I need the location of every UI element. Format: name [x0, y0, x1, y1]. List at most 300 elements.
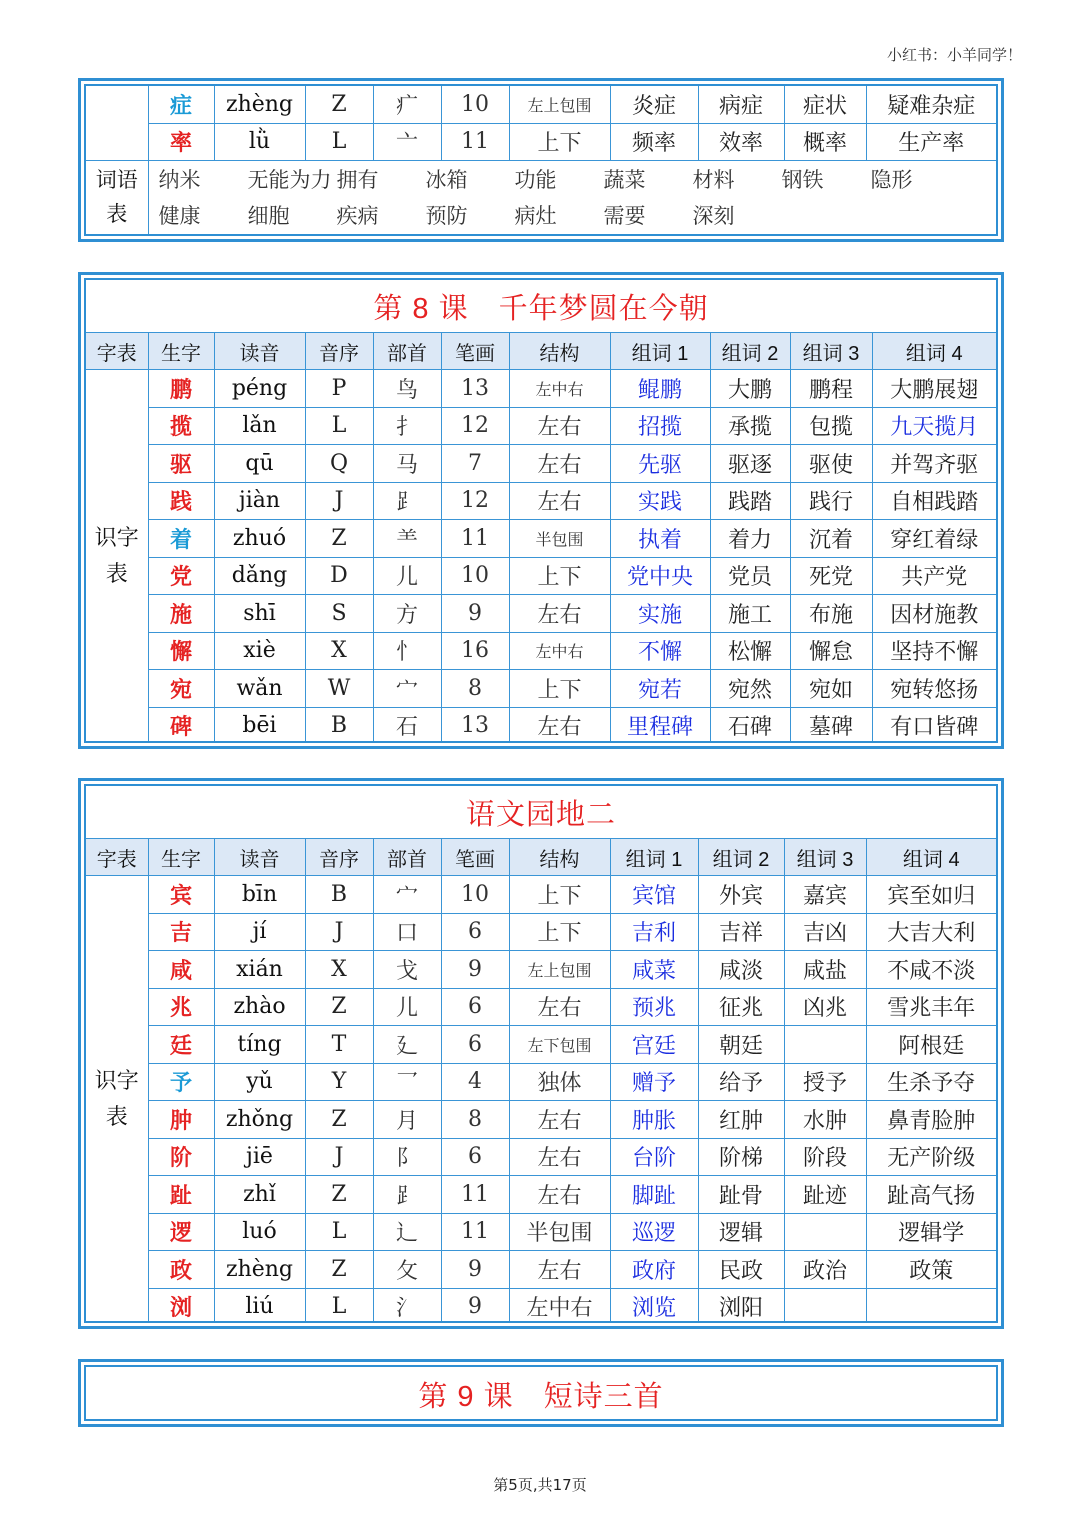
radical: 氵 — [373, 1288, 441, 1323]
word-2: 石碑 — [710, 707, 790, 743]
word-2: 践踏 — [710, 482, 790, 520]
character: 宛 — [148, 670, 214, 708]
vocab-word: 疾病 — [336, 204, 379, 228]
pinyin: zhuó — [214, 520, 305, 558]
word-2: 趾骨 — [698, 1176, 784, 1214]
pinyin: qū — [214, 445, 305, 483]
table-row — [86, 1101, 996, 1139]
initial-letter: D — [305, 557, 373, 595]
stroke-count: 8 — [441, 670, 509, 708]
vocab-word: 细胞 — [247, 204, 290, 228]
word-4: 雪兆丰年 — [866, 988, 996, 1026]
side-empty — [86, 86, 148, 161]
radical: 忄 — [373, 632, 441, 670]
character: 阶 — [148, 1138, 214, 1176]
radical: 方 — [373, 595, 441, 633]
structure: 左上包围 — [509, 86, 610, 123]
word-4: 阿根廷 — [866, 1026, 996, 1064]
word-1: 预兆 — [610, 988, 698, 1026]
column-header: 读音 — [214, 839, 305, 876]
word-1: 浏览 — [610, 1288, 698, 1323]
stroke-count: 11 — [441, 1213, 509, 1251]
pinyin: luó — [214, 1213, 305, 1251]
stroke-count: 10 — [441, 876, 509, 914]
radical: 亠 — [373, 123, 441, 161]
radical: 儿 — [373, 557, 441, 595]
word-4: 大吉大利 — [866, 913, 996, 951]
word-2: 施工 — [710, 595, 790, 633]
word-2: 浏阳 — [698, 1288, 784, 1323]
character: 政 — [148, 1251, 214, 1289]
word-2: 吉祥 — [698, 913, 784, 951]
word-4: 共产党 — [872, 557, 996, 595]
word-1: 宾馆 — [610, 876, 698, 914]
word-4: 因材施教 — [872, 595, 996, 633]
character: 肿 — [148, 1101, 214, 1139]
column-header: 结构 — [509, 839, 610, 876]
initial-letter: Y — [305, 1063, 373, 1101]
stroke-count: 12 — [441, 482, 509, 520]
stroke-count: 9 — [441, 595, 509, 633]
vocab-word: 隐形 — [870, 168, 913, 192]
initial-letter: Z — [305, 1251, 373, 1289]
word-3: 趾迹 — [784, 1176, 866, 1214]
table-row — [86, 988, 996, 1026]
word-3: 水肿 — [784, 1101, 866, 1139]
column-header: 组词 4 — [872, 333, 996, 370]
pinyin: bēi — [214, 707, 305, 743]
column-header: 组词 3 — [790, 333, 872, 370]
pinyin: jí — [214, 913, 305, 951]
column-header: 字表 — [86, 333, 148, 370]
lesson-9-table — [86, 1367, 996, 1421]
word-4: 有口皆碑 — [872, 707, 996, 743]
garden-2-box — [78, 778, 1004, 1329]
word-2: 宛然 — [710, 670, 790, 708]
pinyin: zhèng — [214, 1251, 305, 1289]
stroke-count: 6 — [441, 988, 509, 1026]
stroke-count: 6 — [441, 1026, 509, 1064]
word-2: 效率 — [698, 123, 784, 161]
radical: 儿 — [373, 988, 441, 1026]
side-label: 识字表 — [86, 876, 148, 1324]
column-header: 字表 — [86, 839, 148, 876]
column-header: 部首 — [373, 839, 441, 876]
column-header: 组词 1 — [610, 839, 698, 876]
pinyin: péng — [214, 370, 305, 408]
structure: 左上包围 — [509, 951, 610, 989]
character: 症 — [148, 86, 214, 123]
column-header: 音序 — [305, 333, 373, 370]
initial-letter: J — [305, 913, 373, 951]
table-row — [86, 1213, 996, 1251]
structure: 左右 — [509, 445, 610, 483]
table-row — [86, 1063, 996, 1101]
word-3: 政治 — [784, 1251, 866, 1289]
pinyin: lǜ — [214, 123, 305, 161]
initial-letter: Z — [305, 988, 373, 1026]
pinyin: xiè — [214, 632, 305, 670]
table-row — [86, 520, 996, 558]
radical: 石 — [373, 707, 441, 743]
stroke-count: 6 — [441, 913, 509, 951]
radical: 阝 — [373, 1138, 441, 1176]
word-3: 宛如 — [790, 670, 872, 708]
table-row — [86, 1176, 996, 1214]
word-4: 自相践踏 — [872, 482, 996, 520]
initial-letter: J — [305, 482, 373, 520]
word-3: 鹏程 — [790, 370, 872, 408]
word-3: 包揽 — [790, 407, 872, 445]
vocab-word: 深刻 — [692, 204, 735, 228]
word-2: 给予 — [698, 1063, 784, 1101]
column-header: 生字 — [148, 839, 214, 876]
word-1: 党中央 — [610, 557, 710, 595]
stroke-count: 9 — [441, 1288, 509, 1323]
word-3: 咸盐 — [784, 951, 866, 989]
structure: 上下 — [509, 123, 610, 161]
word-1: 宛若 — [610, 670, 710, 708]
character: 宾 — [148, 876, 214, 914]
stroke-count: 11 — [441, 1176, 509, 1214]
initial-letter: L — [305, 407, 373, 445]
word-1: 赠予 — [610, 1063, 698, 1101]
radical: 宀 — [373, 876, 441, 914]
stroke-count: 9 — [441, 1251, 509, 1289]
radical: 廴 — [373, 1026, 441, 1064]
word-4: 穿红着绿 — [872, 520, 996, 558]
word-3: 吉凶 — [784, 913, 866, 951]
structure: 左右 — [509, 407, 610, 445]
pinyin: dǎng — [214, 557, 305, 595]
word-4: 并驾齐驱 — [872, 445, 996, 483]
word-2: 承揽 — [710, 407, 790, 445]
radical: 宀 — [373, 670, 441, 708]
word-1: 台阶 — [610, 1138, 698, 1176]
column-header: 笔画 — [441, 839, 509, 876]
word-1: 实施 — [610, 595, 710, 633]
character: 懈 — [148, 632, 214, 670]
watermark-text: 小红书：小羊同学！ — [886, 46, 1022, 64]
word-3: 懈怠 — [790, 632, 872, 670]
garden-2-table — [86, 786, 996, 1323]
word-1: 炎症 — [610, 86, 698, 123]
table-row — [86, 1138, 996, 1176]
garden-2-title: 语文园地二 — [86, 786, 996, 839]
structure: 左右 — [509, 1101, 610, 1139]
lesson-8-box — [78, 272, 1004, 749]
radical: 马 — [373, 445, 441, 483]
vocab-word: 需要 — [603, 204, 646, 228]
structure: 左右 — [509, 1251, 610, 1289]
word-4: 不咸不淡 — [866, 951, 996, 989]
stroke-count: 11 — [441, 520, 509, 558]
vocab-label: 词语表 — [86, 161, 148, 236]
column-header: 生字 — [148, 333, 214, 370]
pinyin: wǎn — [214, 670, 305, 708]
radical: 月 — [373, 1101, 441, 1139]
word-3: 践行 — [790, 482, 872, 520]
word-4: 生产率 — [866, 123, 996, 161]
vocab-word: 纳米 — [158, 168, 201, 192]
pinyin: lǎn — [214, 407, 305, 445]
table-row — [86, 632, 996, 670]
vocab-word: 功能 — [514, 168, 557, 192]
character: 施 — [148, 595, 214, 633]
table-row — [86, 123, 996, 161]
word-4: 趾高气扬 — [866, 1176, 996, 1214]
word-4: 坚持不懈 — [872, 632, 996, 670]
word-3: 布施 — [790, 595, 872, 633]
structure: 左下包围 — [509, 1026, 610, 1064]
initial-letter: L — [305, 123, 373, 161]
table-row — [86, 951, 996, 989]
radical: ⻊ — [373, 482, 441, 520]
word-1: 吉利 — [610, 913, 698, 951]
table-row — [86, 370, 996, 408]
pinyin: zhǐ — [214, 1176, 305, 1214]
word-1: 宫廷 — [610, 1026, 698, 1064]
word-2: 松懈 — [710, 632, 790, 670]
vocab-word: 预防 — [425, 204, 468, 228]
character: 着 — [148, 520, 214, 558]
character: 逻 — [148, 1213, 214, 1251]
vocab-word: 病灶 — [514, 204, 557, 228]
table-row — [86, 670, 996, 708]
table-row — [86, 445, 996, 483]
word-2: 咸淡 — [698, 951, 784, 989]
table-row — [86, 1026, 996, 1064]
character: 揽 — [148, 407, 214, 445]
initial-letter: Q — [305, 445, 373, 483]
word-4 — [866, 1288, 996, 1323]
word-4: 鼻青脸肿 — [866, 1101, 996, 1139]
pinyin: liú — [214, 1288, 305, 1323]
stroke-count: 6 — [441, 1138, 509, 1176]
word-4: 疑难杂症 — [866, 86, 996, 123]
lesson-8-table — [86, 280, 996, 743]
structure: 上下 — [509, 876, 610, 914]
lesson-8-title: 第 8 课 千年梦圆在今朝 — [86, 280, 996, 333]
character: 践 — [148, 482, 214, 520]
structure: 左右 — [509, 707, 610, 743]
word-3: 嘉宾 — [784, 876, 866, 914]
initial-letter: B — [305, 876, 373, 914]
initial-letter: T — [305, 1026, 373, 1064]
word-2: 大鹏 — [710, 370, 790, 408]
character: 党 — [148, 557, 214, 595]
stroke-count: 11 — [441, 123, 509, 161]
table-row — [86, 876, 996, 914]
initial-letter: P — [305, 370, 373, 408]
table-row — [86, 557, 996, 595]
word-3: 死党 — [790, 557, 872, 595]
structure: 左右 — [509, 1176, 610, 1214]
vocab-word: 钢铁 — [781, 168, 824, 192]
character: 咸 — [148, 951, 214, 989]
word-3 — [784, 1026, 866, 1064]
word-3: 凶兆 — [784, 988, 866, 1026]
structure: 上下 — [509, 557, 610, 595]
character: 予 — [148, 1063, 214, 1101]
table-row — [86, 707, 996, 743]
word-4: 政策 — [866, 1251, 996, 1289]
word-1: 脚趾 — [610, 1176, 698, 1214]
word-1: 鲲鹏 — [610, 370, 710, 408]
word-3: 概率 — [784, 123, 866, 161]
character: 廷 — [148, 1026, 214, 1064]
vocab-row — [86, 161, 996, 236]
table-row — [86, 86, 996, 123]
lesson-7-continuation — [78, 78, 1004, 242]
vocab-line — [159, 162, 997, 198]
word-1: 咸菜 — [610, 951, 698, 989]
structure: 独体 — [509, 1063, 610, 1101]
pinyin: jiàn — [214, 482, 305, 520]
stroke-count: 9 — [441, 951, 509, 989]
word-2: 党员 — [710, 557, 790, 595]
structure: 左右 — [509, 1138, 610, 1176]
word-3: 墓碑 — [790, 707, 872, 743]
table-row — [86, 1251, 996, 1289]
character: 驱 — [148, 445, 214, 483]
initial-letter: Z — [305, 520, 373, 558]
character: 浏 — [148, 1288, 214, 1323]
stroke-count: 12 — [441, 407, 509, 445]
initial-letter: Z — [305, 1176, 373, 1214]
structure: 左右 — [509, 482, 610, 520]
initial-letter: X — [305, 951, 373, 989]
word-2: 民政 — [698, 1251, 784, 1289]
radical: 戈 — [373, 951, 441, 989]
character: 碑 — [148, 707, 214, 743]
vocab-word: 材料 — [692, 168, 735, 192]
character: 吉 — [148, 913, 214, 951]
pinyin: zhào — [214, 988, 305, 1026]
stroke-count: 13 — [441, 370, 509, 408]
column-header: 音序 — [305, 839, 373, 876]
vocab-word: 蔬菜 — [603, 168, 646, 192]
word-2: 朝廷 — [698, 1026, 784, 1064]
character: 鹏 — [148, 370, 214, 408]
pinyin: zhǒng — [214, 1101, 305, 1139]
table-row — [86, 1288, 996, 1323]
column-header: 部首 — [373, 333, 441, 370]
lesson-9-title: 第 9 课 短诗三首 — [418, 1380, 664, 1413]
word-1: 先驱 — [610, 445, 710, 483]
lesson-9-box — [78, 1359, 1004, 1427]
stroke-count: 10 — [441, 557, 509, 595]
word-3: 症状 — [784, 86, 866, 123]
word-4: 逻辑学 — [866, 1213, 996, 1251]
structure: 上下 — [509, 913, 610, 951]
word-1: 实践 — [610, 482, 710, 520]
word-3: 阶段 — [784, 1138, 866, 1176]
structure: 左右 — [509, 988, 610, 1026]
table-row — [86, 407, 996, 445]
stroke-count: 16 — [441, 632, 509, 670]
table-row — [86, 595, 996, 633]
column-header: 组词 1 — [610, 333, 710, 370]
word-4: 宛转悠扬 — [872, 670, 996, 708]
pinyin: jiē — [214, 1138, 305, 1176]
vocab-line — [159, 198, 997, 234]
table-row — [86, 913, 996, 951]
character: 趾 — [148, 1176, 214, 1214]
initial-letter: X — [305, 632, 373, 670]
radical: 扌 — [373, 407, 441, 445]
word-1: 肿胀 — [610, 1101, 698, 1139]
word-4: 九天揽月 — [872, 407, 996, 445]
word-4: 宾至如归 — [866, 876, 996, 914]
character: 率 — [148, 123, 214, 161]
word-2: 征兆 — [698, 988, 784, 1026]
structure: 左右 — [509, 595, 610, 633]
vocab-word: 健康 — [158, 204, 201, 228]
word-1: 执着 — [610, 520, 710, 558]
word-4: 无产阶级 — [866, 1138, 996, 1176]
word-1: 巡逻 — [610, 1213, 698, 1251]
initial-letter: L — [305, 1288, 373, 1323]
stroke-count: 13 — [441, 707, 509, 743]
structure: 上下 — [509, 670, 610, 708]
word-1: 招揽 — [610, 407, 710, 445]
word-2: 病症 — [698, 86, 784, 123]
stroke-count: 4 — [441, 1063, 509, 1101]
word-3: 沉着 — [790, 520, 872, 558]
word-3: 授予 — [784, 1063, 866, 1101]
word-2: 红肿 — [698, 1101, 784, 1139]
radical: ⻊ — [373, 1176, 441, 1214]
column-header: 读音 — [214, 333, 305, 370]
vocab-word: 冰箱 — [425, 168, 468, 192]
column-header: 结构 — [509, 333, 610, 370]
word-3 — [784, 1288, 866, 1323]
initial-letter: Z — [305, 86, 373, 123]
column-header: 组词 2 — [698, 839, 784, 876]
structure: 左中右 — [509, 370, 610, 408]
stroke-count: 7 — [441, 445, 509, 483]
word-3: 驱使 — [790, 445, 872, 483]
side-label: 识字表 — [86, 370, 148, 744]
structure: 半包围 — [509, 1213, 610, 1251]
page-number: 第5页,共17页 — [493, 1476, 587, 1494]
pinyin: yǔ — [214, 1063, 305, 1101]
word-1: 里程碑 — [610, 707, 710, 743]
radical: 攵 — [373, 1251, 441, 1289]
vocab-word: 拥有 — [336, 168, 379, 192]
radical: 乛 — [373, 1063, 441, 1101]
character: 兆 — [148, 988, 214, 1026]
pinyin: xián — [214, 951, 305, 989]
word-2: 外宾 — [698, 876, 784, 914]
structure: 左中右 — [509, 1288, 610, 1323]
word-4: 生杀予夺 — [866, 1063, 996, 1101]
word-2: 驱逐 — [710, 445, 790, 483]
word-4: 大鹏展翅 — [872, 370, 996, 408]
column-header: 组词 2 — [710, 333, 790, 370]
structure: 半包围 — [509, 520, 610, 558]
vocab-word: 无能为力 — [247, 168, 332, 192]
pinyin: zhèng — [214, 86, 305, 123]
word-2: 阶梯 — [698, 1138, 784, 1176]
column-header: 组词 4 — [866, 839, 996, 876]
initial-letter: B — [305, 707, 373, 743]
pinyin: tíng — [214, 1026, 305, 1064]
table-row — [86, 482, 996, 520]
column-header: 组词 3 — [784, 839, 866, 876]
word-1: 政府 — [610, 1251, 698, 1289]
